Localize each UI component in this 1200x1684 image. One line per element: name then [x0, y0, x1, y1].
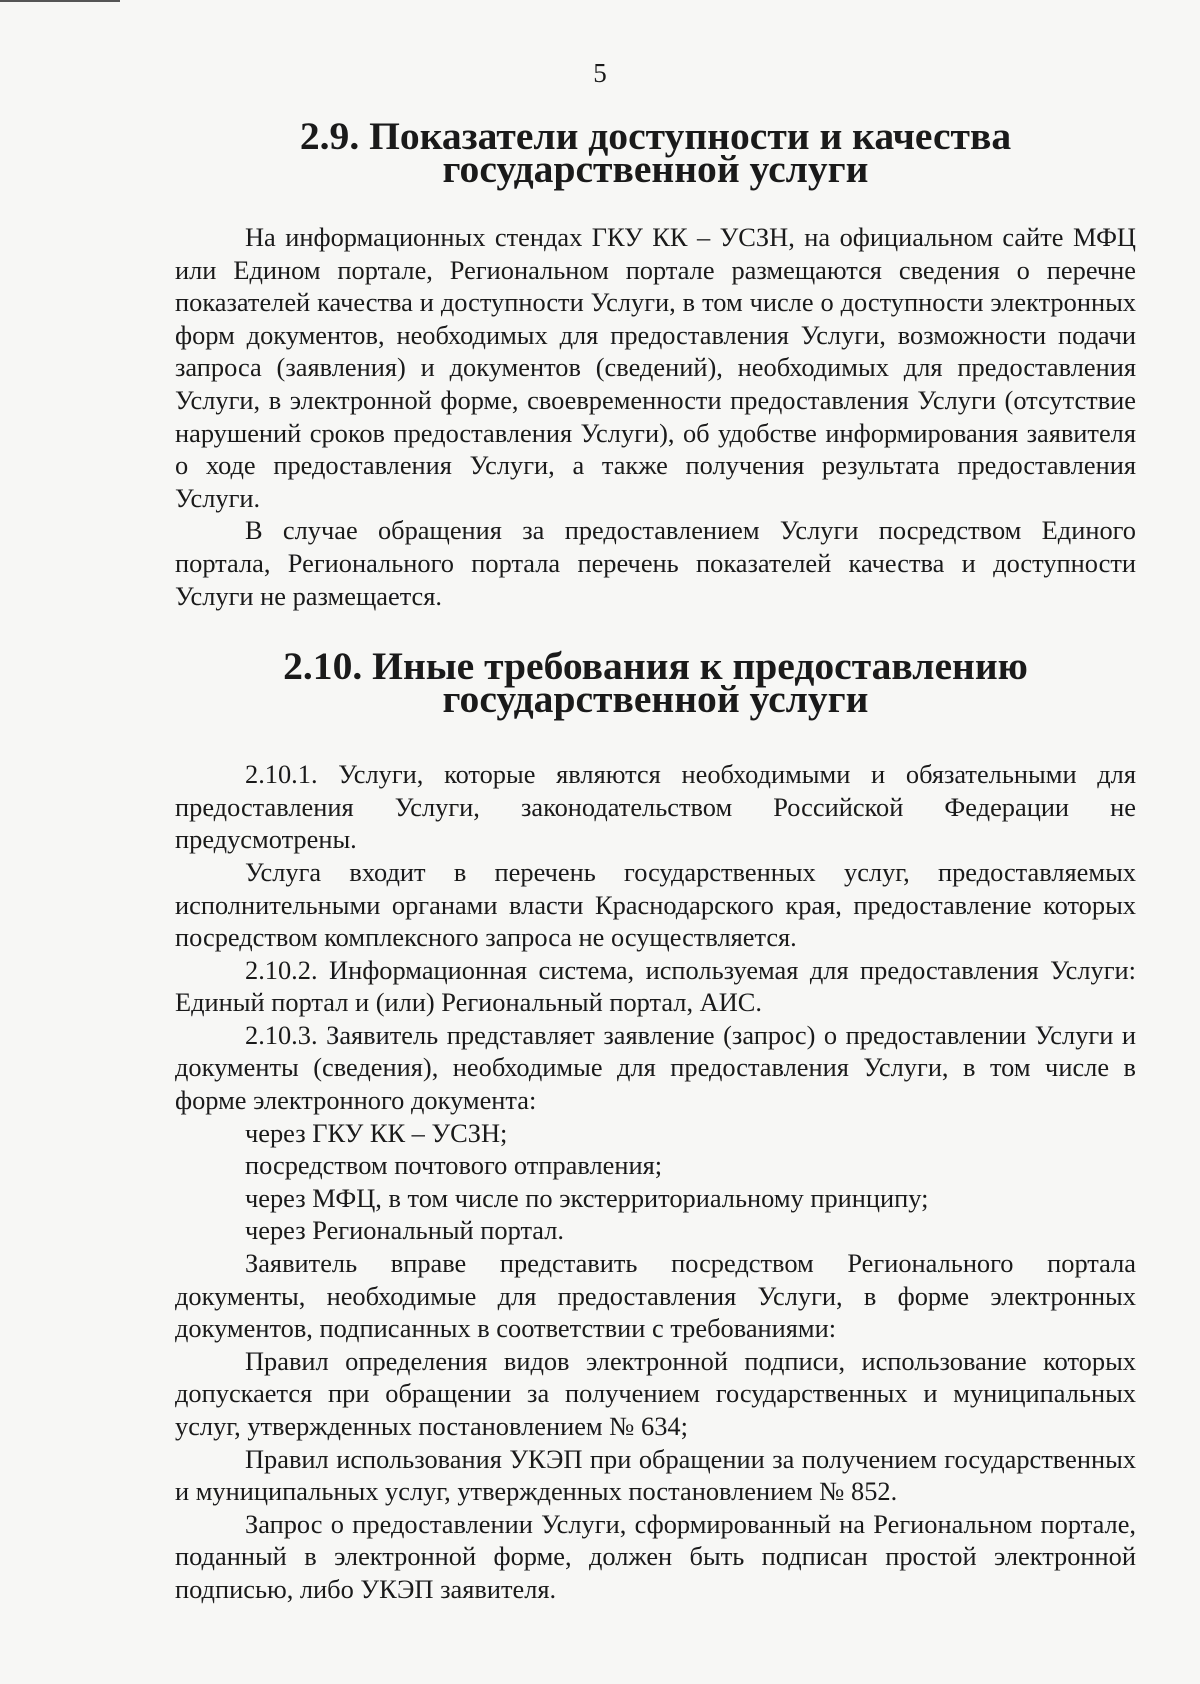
top-edge-line — [0, 0, 120, 2]
section-2-9-paragraph-2: В случае обращения за предоставлением Услуги посредством Единого портала, Регионального портала перечень показателей качества и доступности Услуги не размещается. — [175, 515, 1136, 611]
section-2-9-heading-line1: 2.9. Показатели доступности и качества — [299, 114, 1012, 158]
paragraph-rules-852: Правил использования УКЭП при обращении за получением государственных и муниципальных услуг, утвержденных постановлением № 852. — [175, 1443, 1136, 1507]
section-2-9-heading — [175, 114, 1136, 191]
list-item: через Региональный портал. — [245, 1215, 565, 1246]
section-2-10-heading-line1: 2.10. Иные требования к предоставлению — [283, 644, 1028, 689]
page-number: 5 — [593, 58, 607, 88]
paragraph-2-10-2: 2.10.2. Информационная система, используемая для предоставления Услуги: Единый портал и (или) Региональный портал, АИС. — [175, 954, 1136, 1018]
paragraph-regional-portal-docs: Заявитель вправе представить посредством Регионального портала документы, необходимые для предоставления Услуги, в форме электронных документов, подписанных в соответствии с требованиями: — [175, 1248, 1136, 1344]
section-2-9-heading-line2: государственной услуги — [442, 147, 869, 191]
list-item: через ГКУ КК – УСЗН; — [245, 1117, 508, 1148]
paragraph-2-10-3: 2.10.3. Заявитель представляет заявление (запрос) о предоставлении Услуги и документы (сведения), необходимые для предоставления Услуги, в том числе в форме электронного документа: — [175, 1019, 1136, 1116]
paragraph-rules-634: Правил определения видов электронной подписи, использование которых допускается при обращении за получением государственных и муниципальных услуг, утвержденных постановлением № 634; — [175, 1345, 1136, 1441]
paragraph-request-signature: Запрос о предоставлении Услуги, сформированный на Региональном портале, поданный в электронной форме, должен быть подписан простой электронной подписью, либо УКЭП заявителя. — [175, 1508, 1136, 1604]
section-2-10-heading — [175, 644, 1136, 722]
list-item: через МФЦ, в том числе по экстерриториальному принципу; — [245, 1182, 929, 1213]
paragraph-complex-request: Услуга входит в перечень государственных услуг, предоставляемых исполнительными органами власти Краснодарского края, предоставление которых посредством комплексного запроса не осуществляется. — [175, 856, 1136, 953]
paragraph-2-10-1: 2.10.1. Услуги, которые являются необходимыми и обязательными для предоставления Услуги, законодательством Российской Федерации не предусмотрены. — [175, 759, 1136, 855]
list-item: посредством почтового отправления; — [245, 1150, 663, 1181]
section-2-10-heading-line2: государственной услуги — [442, 677, 869, 722]
section-2-9-paragraph-1: На информационных стендах ГКУ КК – УСЗН, на официальном сайте МФЦ или Едином портале, Региональном портале размещаются сведения о перечне показателей качества и доступности Услуги, в том числе о доступности электронных форм документов, необходимых для предоставления Услуги, возможности подачи запроса (заявления) и документов (сведений), необходимых для предоставления Услуги, в электронной форме, своевременности предоставления Услуги (отсутствие нарушений сроков предоставления Услуги), об удобстве информирования заявителя о ходе предоставления Услуги, а также получения результата предоставления Услуги. — [175, 222, 1136, 513]
page-content — [175, 114, 1136, 1606]
